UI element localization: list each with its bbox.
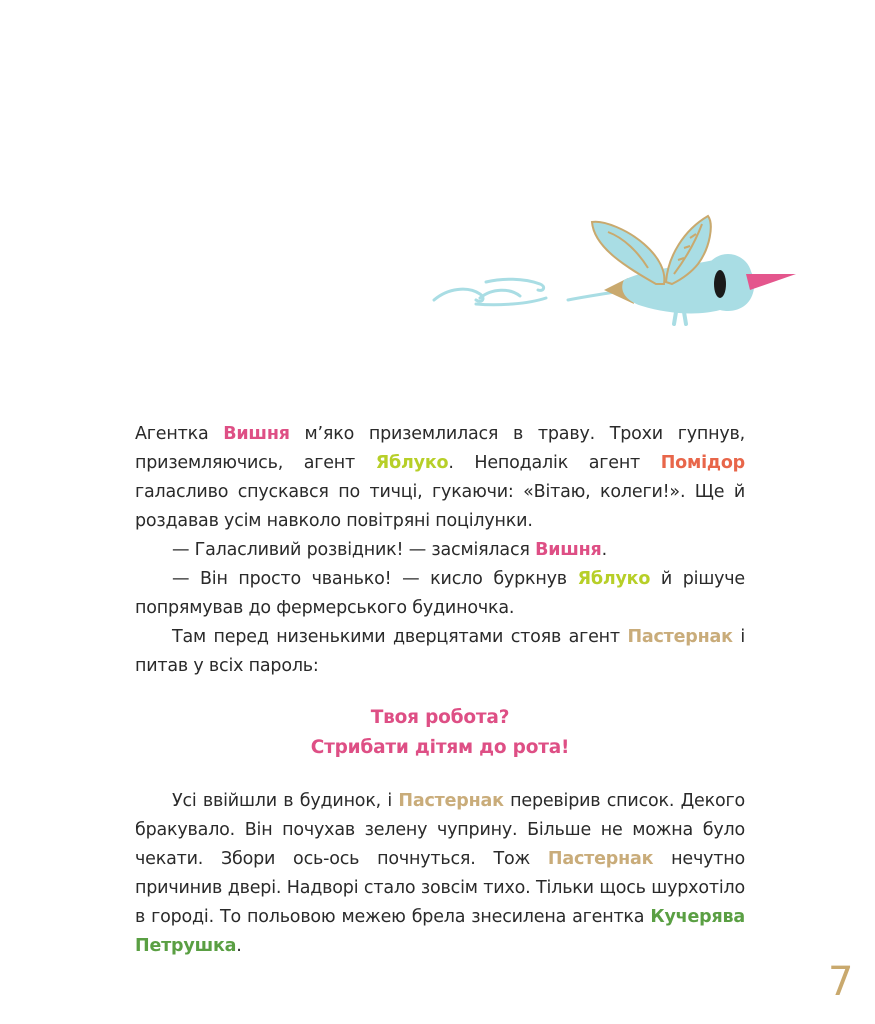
bird-head bbox=[704, 254, 752, 302]
character-name-cherry: Вишня bbox=[223, 424, 290, 444]
text-run: . bbox=[601, 540, 607, 560]
text-run: Усі ввійшли в будинок, і bbox=[172, 791, 399, 811]
poem-line-2: Стрибати дітям до рота! bbox=[310, 737, 570, 758]
text-run: Там перед низенькими дверцятами стояв агент bbox=[172, 627, 628, 647]
bird-beak bbox=[746, 274, 796, 290]
text-run: перевірив список. Декого бракувало. Він почухав зелену чуприну. Більше не можна було чекати. Збори ось-ось почнуться. Тож bbox=[135, 791, 745, 869]
story-text bbox=[135, 420, 745, 961]
bird-eye bbox=[714, 270, 726, 298]
text-run: — Він просто чванько! — кисло буркнув bbox=[172, 569, 578, 589]
character-name-parsley: Кучерява Петрушка bbox=[135, 907, 745, 956]
bird-wing-back bbox=[592, 222, 664, 284]
paragraph-2 bbox=[135, 536, 745, 565]
text-run: Агентка bbox=[135, 424, 224, 444]
text-run: нечутно причинив двері. Надворі стало зовсім тихо. Тільки щось шурхотіло в городі. То польовою межею брела знесилена агентка bbox=[135, 849, 745, 927]
character-name-parsnip: Пастернак bbox=[398, 791, 504, 811]
text-run: — Галасливий розвідник! — засміялася bbox=[172, 540, 536, 560]
paragraph-5 bbox=[135, 787, 745, 961]
poem-line-1: Твоя робота? bbox=[370, 707, 510, 728]
character-name-cherry: Вишня bbox=[535, 540, 602, 560]
text-run: м’яко приземлилася в траву. Трохи гупнув, приземляючись, агент bbox=[135, 424, 745, 473]
password-poem bbox=[135, 703, 745, 763]
motion-lines bbox=[434, 279, 614, 305]
text-run: і питав у всіх пароль: bbox=[135, 627, 745, 676]
bird-feet bbox=[674, 312, 686, 324]
page-number: 7 bbox=[828, 959, 854, 1005]
text-run: й рішуче попрямував до фермерського будиночка. bbox=[135, 569, 745, 618]
character-name-apple: Яблуко bbox=[577, 569, 651, 589]
character-name-parsnip: Пастернак bbox=[627, 627, 733, 647]
flying-bird-illustration bbox=[428, 208, 808, 338]
paragraph-1 bbox=[135, 420, 745, 536]
text-run: . Неподалік агент bbox=[448, 453, 661, 473]
paragraph-3 bbox=[135, 565, 745, 623]
text-run: . bbox=[236, 936, 242, 956]
character-name-tomato: Помідор bbox=[660, 453, 745, 473]
character-name-parsnip: Пастернак bbox=[547, 849, 654, 869]
text-run: галасливо спускався по тичці, гукаючи: «Вітаю, колеги!». Ще й роздавав усім навколо повітряні поцілунки. bbox=[135, 482, 745, 531]
character-name-apple: Яблуко bbox=[375, 453, 449, 473]
paragraph-4 bbox=[135, 623, 745, 681]
